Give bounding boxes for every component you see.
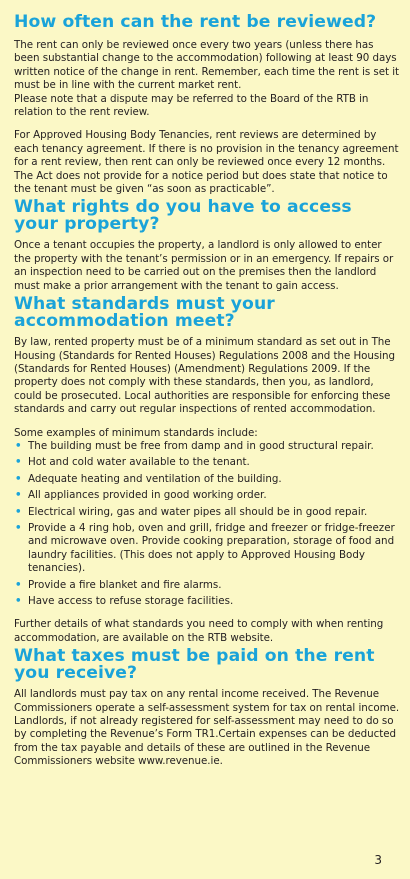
section-heading-taxes: What taxes must be paid on the rent you receive? bbox=[14, 646, 375, 684]
list-item-text: The building must be free from damp and in good structural repair. bbox=[28, 439, 374, 452]
bullet-icon: • bbox=[15, 521, 22, 534]
rent-review-paragraph-1: The rent can only be reviewed once every two years (unless there has been substantial change to the accommodation) following at least 90 days written notice of the change in rent. Remember, each time the rent is set it must be in line with the current market rent. bbox=[14, 39, 400, 92]
list-item-text: Provide a fire blanket and fire alarms. bbox=[28, 578, 222, 591]
list-item bbox=[14, 595, 400, 608]
list-item-text: Have access to refuse storage facilities. bbox=[28, 595, 234, 607]
bullet-icon: • bbox=[15, 489, 22, 502]
bullet-icon: • bbox=[15, 505, 22, 518]
list-item bbox=[14, 489, 400, 502]
standards-bullet-list bbox=[14, 440, 400, 608]
list-item bbox=[14, 506, 400, 519]
access-rights-paragraph: Once a tenant occupies the property, a landlord is only allowed to enter the property with the tenant’s permission or in an emergency. If repairs or an inspection need to be carried out on the premises then the landlord must make a prior arrangement with the tenant to gain access. bbox=[14, 239, 394, 292]
list-item bbox=[14, 522, 400, 576]
list-item-text: Electrical wiring, gas and water pipes all should be in good repair. bbox=[28, 505, 368, 518]
list-item bbox=[14, 579, 400, 592]
list-item-text: All appliances provided in good working order. bbox=[28, 489, 267, 502]
standards-paragraph-2: Some examples of minimum standards include: bbox=[14, 426, 258, 439]
document-page bbox=[14, 14, 400, 769]
list-item bbox=[14, 473, 400, 486]
section-heading-standards: What standards must your accommodation meet? bbox=[14, 294, 275, 332]
bullet-icon: • bbox=[15, 595, 22, 607]
rent-review-paragraph-3: For Approved Housing Body Tenancies, rent reviews are determined by each tenancy agreement. If there is no provision in the tenancy agreement for a rent review, then rent can only be reviewed once every 12 months. The Act does not provide for a notice period but does state that notice to the tenant must be given “as soon as practicable”. bbox=[14, 129, 399, 196]
list-item bbox=[14, 456, 400, 469]
rent-review-paragraph-2: Please note that a dispute may be referred to the Board of the RTB in relation to the rent review. bbox=[14, 92, 369, 119]
bullet-icon: • bbox=[15, 456, 22, 469]
bullet-icon: • bbox=[15, 472, 22, 485]
section-heading-access-rights: What rights do you have to access your property? bbox=[14, 197, 352, 235]
standards-closing-paragraph: Further details of what standards you need to comply with when renting accommodation, are available on the RTB website. bbox=[14, 618, 384, 644]
list-item-text: Hot and cold water available to the tenant. bbox=[28, 456, 250, 469]
standards-paragraph-1: By law, rented property must be of a minimum standard as set out in The Housing (Standards for Rented Houses) Regulations 2008 and the Housing (Standards for Rented Houses) (Amendment) Regulations 2009. If the property does not comply with these standards, then you, as landlord, could be prosecuted. Local authorities are responsible for enforcing these standards and carry out regular inspections of rented accommodation. bbox=[14, 336, 395, 416]
list-item bbox=[14, 440, 400, 453]
list-item-text: Adequate heating and ventilation of the building. bbox=[28, 472, 282, 485]
page-number: 3 bbox=[374, 853, 382, 867]
list-item-text: Provide a 4 ring hob, oven and grill, fridge and freezer or fridge-freezer and microwave oven. Provide cooking preparation, storage of food and laundry facilities. (This does not apply to Approved Housing Body tenancies). bbox=[28, 521, 395, 575]
section-heading-rent-review: How often can the rent be reviewed? bbox=[14, 12, 377, 32]
taxes-paragraph: All landlords must pay tax on any rental income received. The Revenue Commissioners operate a self-assessment system for tax on rental income. Landlords, if not already registered for self-assessment may need to do so by completing the Revenue’s Form TR1.Certain expenses can be deducted from the tax payable and details of these are outlined in the Revenue Commissioners website www.revenue.ie. bbox=[14, 688, 400, 768]
bullet-icon: • bbox=[15, 578, 22, 591]
bullet-icon: • bbox=[15, 439, 22, 452]
